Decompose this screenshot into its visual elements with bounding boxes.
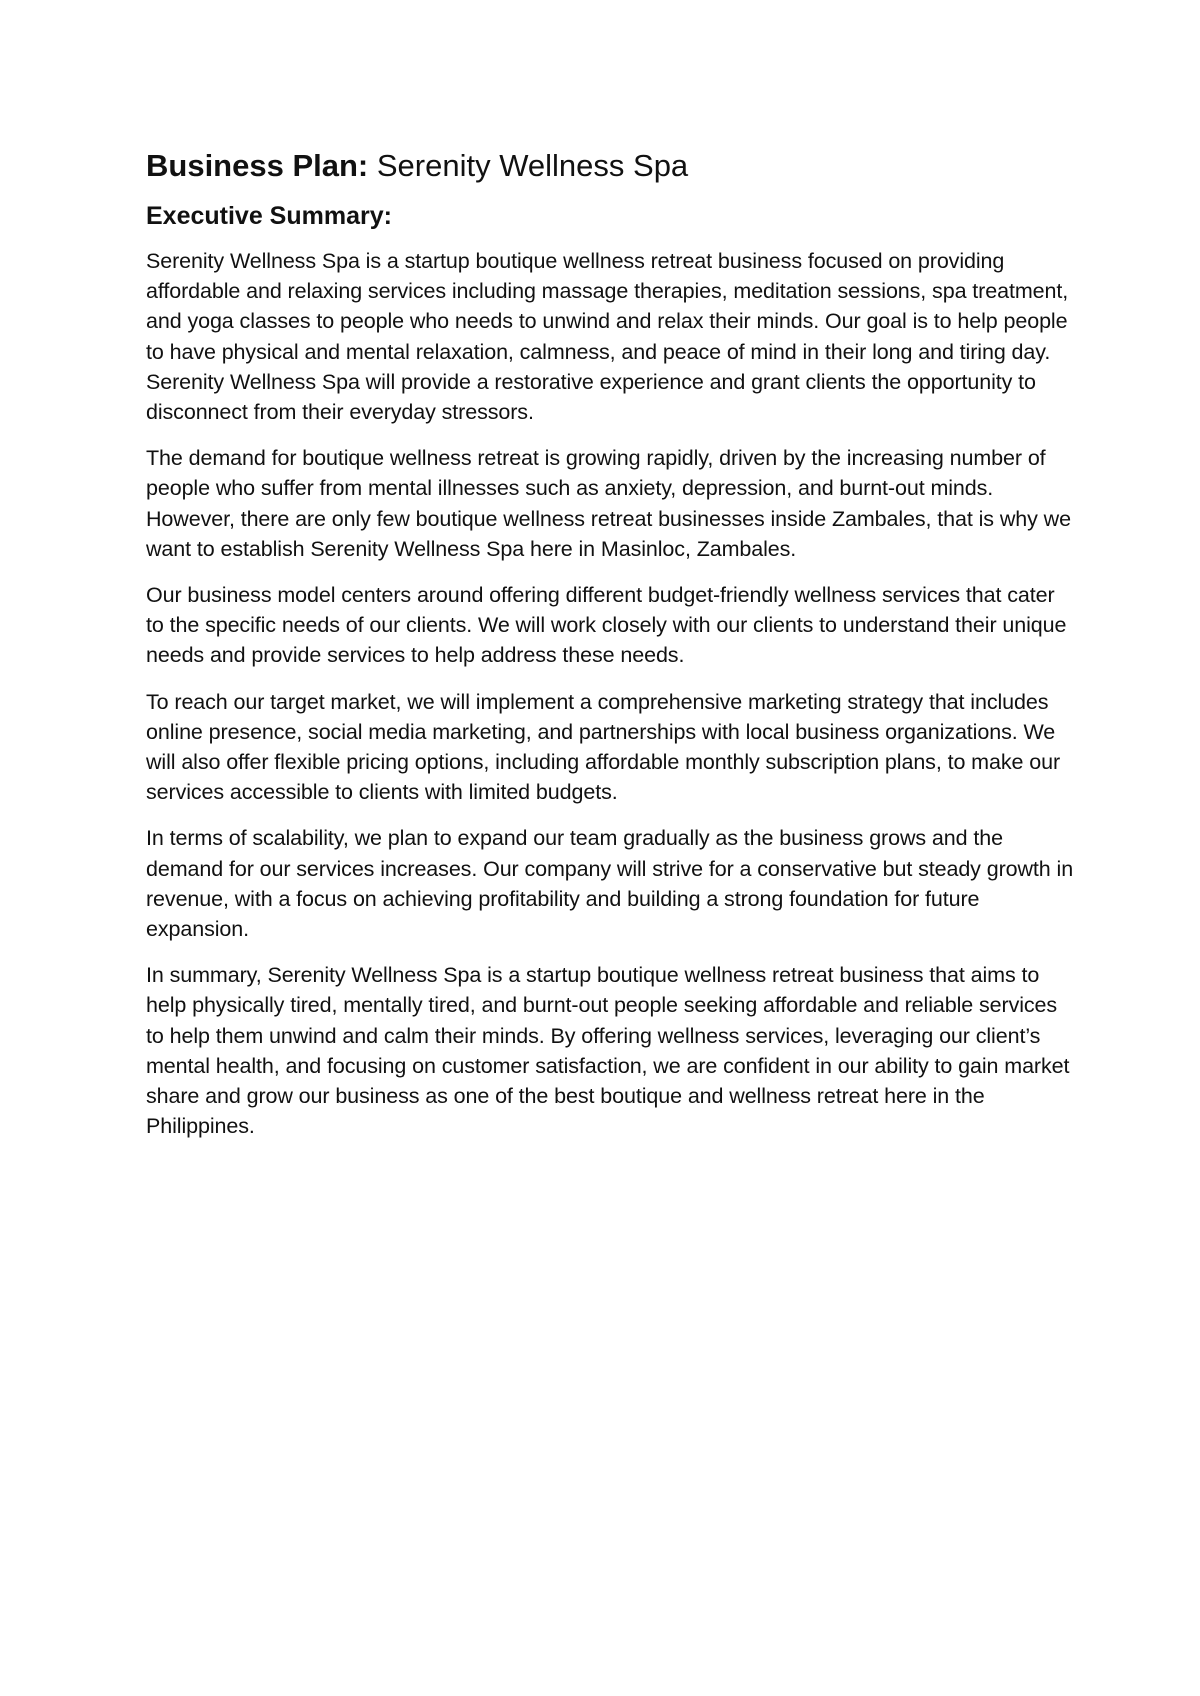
- paragraph-demand: The demand for boutique wellness retreat is growing rapidly, driven by the increasing number of people who suffer from mental illnesses such as anxiety, depression, and burnt-out minds. However, there are only few boutique wellness retreat businesses inside Zambales, that is why we want to establish Serenity Wellness Spa here in Masinloc, Zambales.: [146, 446, 1071, 561]
- paragraph-intro: Serenity Wellness Spa is a startup boutique wellness retreat business focused on providing affordable and relaxing services including massage therapies, meditation sessions, spa treatment, and yoga classes to people who needs to unwind and relax their minds. Our goal is to help people to have physical and mental relaxation, calmness, and peace of mind in their long and tiring day. Serenity Wellness Spa will provide a restorative experience and grant clients the opportunity to disconnect from their everyday stressors.: [146, 249, 1069, 425]
- paragraph-scalability: In terms of scalability, we plan to expand our team gradually as the business grows and the demand for our services increases. Our company will strive for a conservative but steady growth in revenue, with a focus on achieving profitability and building a strong foundation for future expansion.: [146, 826, 1074, 942]
- document-body: [146, 144, 1076, 1141]
- document-title-lead: Business Plan:: [146, 148, 369, 183]
- section-heading-executive-summary: Executive Summary:: [146, 202, 392, 230]
- document-title-name: Serenity Wellness Spa: [376, 148, 689, 183]
- paragraph-business-model: Our business model centers around offering different budget-friendly wellness services that cater to the specific needs of our clients. We will work closely with our clients to understand their unique needs and provide services to help address these needs.: [146, 583, 1067, 668]
- document-title: [146, 144, 1076, 188]
- paragraph-summary: In summary, Serenity Wellness Spa is a startup boutique wellness retreat business that aims to help physically tired, mentally tired, and burnt-out people seeking affordable and reliable services to help them unwind and calm their minds. By offering wellness services, leveraging our client’s mental health, and focusing on customer satisfaction, we are confident in our ability to gain market share and grow our business as one of the best boutique and wellness retreat here in the Philippines.: [146, 963, 1070, 1139]
- paragraph-marketing: To reach our target market, we will implement a comprehensive marketing strategy that includes online presence, social media marketing, and partnerships with local business organizations. We will also offer flexible pricing options, including affordable monthly subscription plans, to make our services accessible to clients with limited budgets.: [146, 689, 1061, 805]
